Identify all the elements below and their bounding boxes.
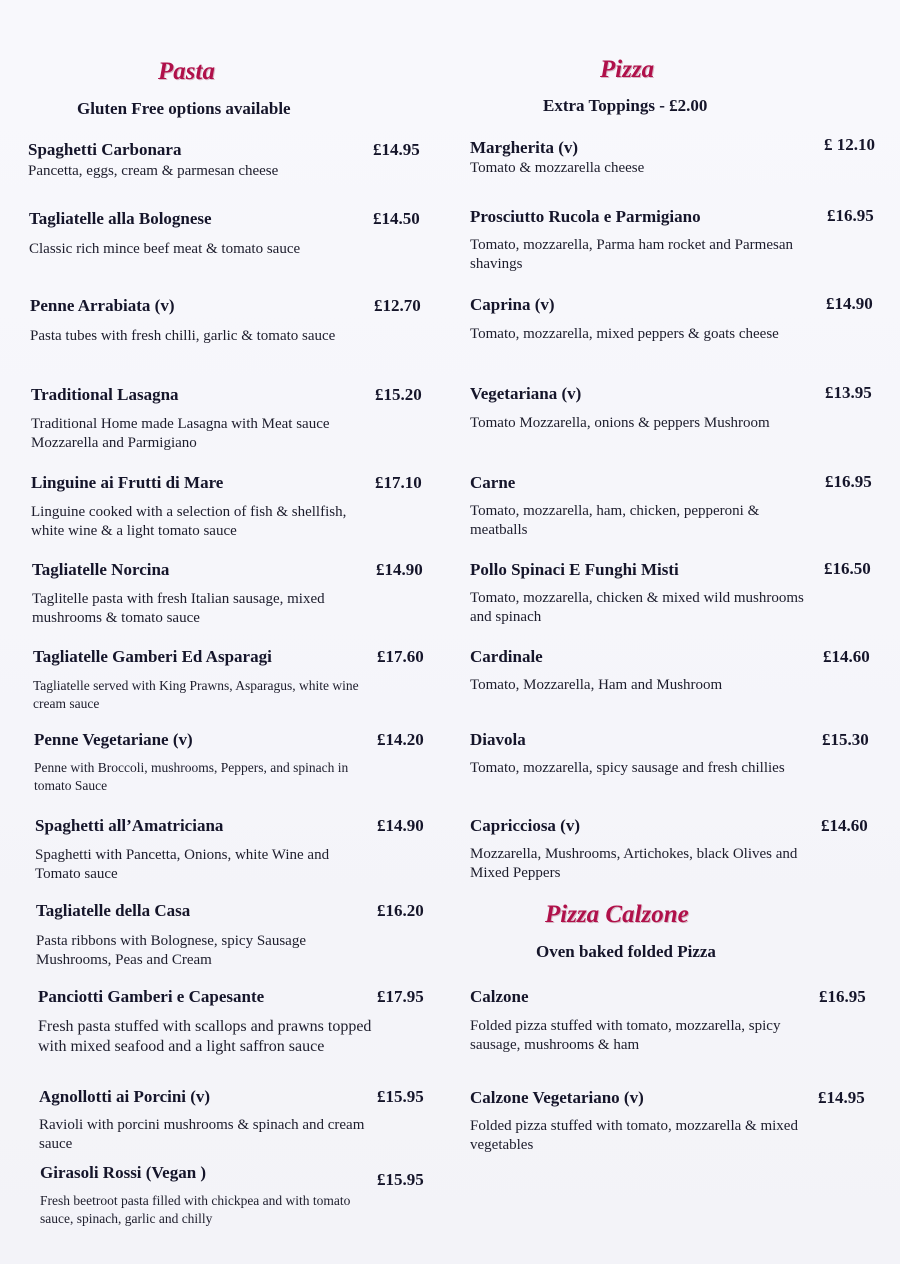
item-description: Tomato, mozzarella, ham, chicken, pepperoni & meatballs — [470, 503, 760, 538]
item-description: Classic rich mince beef meat & tomato sauce — [29, 241, 301, 257]
item-name: Prosciutto Rucola e Parmigiano — [470, 207, 701, 226]
item-name: Tagliatelle della Casa — [36, 901, 191, 920]
item-price: £14.95 — [818, 1088, 865, 1107]
item-price: £16.95 — [825, 472, 872, 491]
item-description: Pancetta, eggs, cream & parmesan cheese — [28, 163, 279, 179]
item-name: Girasoli Rossi (Vegan ) — [40, 1163, 207, 1182]
item-name: Capricciosa (v) — [470, 816, 581, 835]
pasta-title: Pasta — [158, 58, 215, 85]
item-name: Vegetariana (v) — [470, 384, 582, 403]
item-price: £12.70 — [374, 296, 421, 315]
item-price: £14.20 — [377, 730, 424, 749]
item-price: £16.20 — [377, 901, 424, 920]
item-price: £17.60 — [377, 647, 424, 666]
item-description: Ravioli with porcini mushrooms & spinach and cream sauce — [39, 1117, 365, 1152]
item-price: £16.95 — [827, 206, 874, 225]
item-name: Penne Arrabiata (v) — [30, 296, 175, 315]
item-description: Traditional Home made Lasagna with Meat sauce Mozzarella and Parmigiano — [31, 416, 330, 451]
item-description: Tomato, mozzarella, spicy sausage and fresh chillies — [470, 760, 785, 776]
item-price: £ 12.10 — [824, 135, 875, 154]
item-description: Taglitelle pasta with fresh Italian sausage, mixed mushrooms & tomato sauce — [32, 591, 325, 626]
calzone-subtitle: Oven baked folded Pizza — [536, 942, 716, 961]
item-description: Tomato, mozzarella, Parma ham rocket and Parmesan shavings — [470, 237, 793, 272]
item-description: Tomato Mozzarella, onions & peppers Mushroom — [470, 415, 770, 431]
item-description: Tomato, mozzarella, chicken & mixed wild mushrooms and spinach — [470, 590, 804, 625]
item-price: £14.60 — [823, 647, 870, 666]
item-price: £15.95 — [377, 1087, 424, 1106]
pasta-subtitle: Gluten Free options available — [77, 99, 291, 118]
item-description: Tagliatelle served with King Prawns, Asparagus, white wine cream sauce — [33, 678, 359, 711]
item-description: Fresh beetroot pasta filled with chickpea and with tomato sauce, spinach, garlic and chilly — [40, 1193, 351, 1226]
item-name: Tagliatelle Norcina — [32, 560, 170, 579]
item-description: Folded pizza stuffed with tomato, mozzarella & mixed vegetables — [470, 1118, 798, 1153]
item-description: Fresh pasta stuffed with scallops and prawns topped with mixed seafood and a light saffron sauce — [38, 1018, 372, 1055]
calzone-title: Pizza Calzone — [545, 901, 689, 928]
item-price: £17.10 — [375, 473, 422, 492]
item-description: Folded pizza stuffed with tomato, mozzarella, spicy sausage, mushrooms & ham — [470, 1018, 781, 1053]
item-description: Tomato, Mozzarella, Ham and Mushroom — [470, 677, 723, 693]
item-name: Tagliatelle Gamberi Ed Asparagi — [33, 647, 272, 666]
item-price: £14.95 — [373, 140, 420, 159]
item-name: Panciotti Gamberi e Capesante — [38, 987, 265, 1006]
item-price: £14.50 — [373, 209, 420, 228]
item-name: Diavola — [470, 730, 526, 749]
item-name: Spaghetti all’Amatriciana — [35, 816, 224, 835]
item-description: Pasta ribbons with Bolognese, spicy Sausage Mushrooms, Peas and Cream — [36, 933, 306, 968]
item-price: £14.90 — [376, 560, 423, 579]
item-price: £14.90 — [826, 294, 873, 313]
item-price: £14.90 — [377, 816, 424, 835]
item-description: Tomato, mozzarella, mixed peppers & goats cheese — [470, 326, 779, 342]
item-price: £16.95 — [819, 987, 866, 1006]
item-name: Cardinale — [470, 647, 543, 666]
item-name: Pollo Spinaci E Funghi Misti — [470, 560, 679, 579]
item-price: £17.95 — [377, 987, 424, 1006]
item-name: Margherita (v) — [470, 138, 579, 157]
item-price: £15.20 — [375, 385, 422, 404]
item-description: Linguine cooked with a selection of fish & shellfish, white wine & a light tomato sauce — [31, 504, 347, 539]
item-name: Caprina (v) — [470, 295, 555, 314]
item-description: Pasta tubes with fresh chilli, garlic & tomato sauce — [30, 328, 336, 344]
item-price: £15.95 — [377, 1170, 424, 1189]
item-name: Linguine ai Frutti di Mare — [31, 473, 224, 492]
item-description: Penne with Broccoli, mushrooms, Peppers, and spinach in tomato Sauce — [34, 760, 349, 793]
item-price: £13.95 — [825, 383, 872, 402]
item-name: Tagliatelle alla Bolognese — [29, 209, 212, 228]
item-name: Traditional Lasagna — [31, 385, 179, 404]
item-price: £14.60 — [821, 816, 868, 835]
item-price: £16.50 — [824, 559, 871, 578]
item-name: Calzone — [470, 987, 529, 1006]
item-name: Agnollotti ai Porcini (v) — [39, 1087, 211, 1106]
item-name: Spaghetti Carbonara — [28, 140, 182, 159]
item-description: Spaghetti with Pancetta, Onions, white Wine and Tomato sauce — [35, 847, 330, 882]
item-name: Penne Vegetariane (v) — [34, 730, 193, 749]
item-description: Mozzarella, Mushrooms, Artichokes, black Olives and Mixed Peppers — [470, 846, 798, 881]
pizza-title: Pizza — [600, 56, 655, 83]
pizza-subtitle: Extra Toppings - £2.00 — [543, 96, 708, 115]
item-name: Carne — [470, 473, 516, 492]
item-description: Tomato & mozzarella cheese — [470, 160, 645, 176]
item-price: £15.30 — [822, 730, 869, 749]
item-name: Calzone Vegetariano (v) — [470, 1088, 644, 1107]
